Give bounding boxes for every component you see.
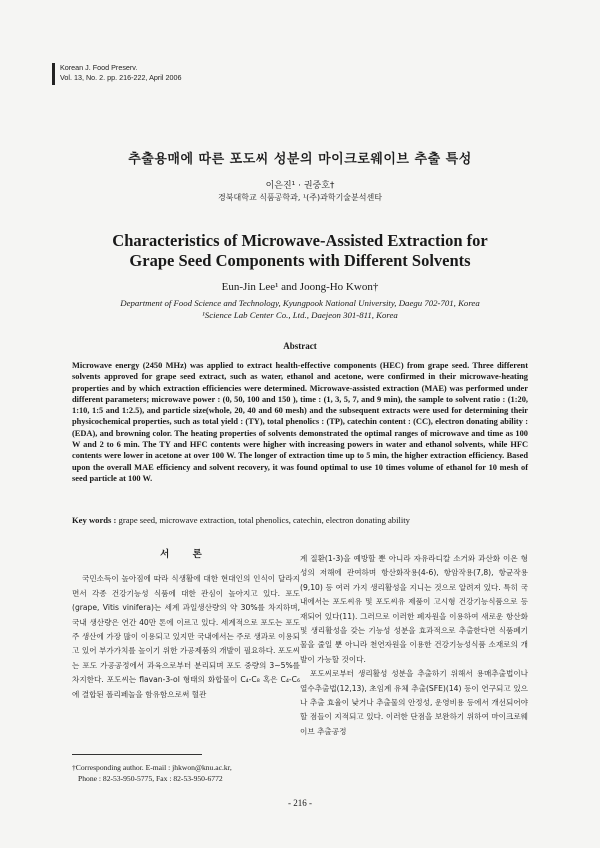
page-number: - 216 - <box>288 798 312 808</box>
footnote <box>72 762 300 784</box>
abstract-heading: Abstract <box>283 341 317 351</box>
korean-authors: 이은진¹ · 권중호† <box>265 181 335 191</box>
journal-name: Korean J. Food Preserv. <box>60 63 138 72</box>
left-column-paragraph: 국민소득이 높아짐에 따라 식생활에 대한 현대인의 인식이 달라지면서 각종 건강기능성 식품에 대한 관심이 높아지고 있다. 포도(grape, Vitis vinifera)는 세계 과일생산량의 약 30%를 차지하며, 국내 생산량은 연간 40만 톤에 이르고 있다. 세계적으로 포도는 포도주 생산에 가장 많이 이용되고 있지만 국내에서는 주로 생과로 이용되고 있어 부가가치를 높이기 위한 가공제품의 개발이 필요하다. 포도씨는 포도 가공공정에서 과육으로부터 분리되며 포도 중량의 3~5%를 차지한다. 포도씨는 flavan-3-ol 형태의 화합물이 C₄-C₈ 혹은 C₄-C₆에 결합된 폴리페놀을 함유함으로써 혈관 <box>72 574 300 699</box>
keywords-text: grape seed, microwave extraction, total phenolics, catechin, electron donating ability <box>116 515 410 525</box>
left-column <box>72 548 300 702</box>
korean-affiliation: 경북대학교 식품공학과, ¹(주)과학기술분석센타 <box>218 193 382 202</box>
journal-volume: Vol. 13, No. 2. pp. 216-222, April 2006 <box>60 73 182 82</box>
english-affiliation-line2: ¹Science Lab Center Co., Ltd., Daejeon 301-811, Korea <box>202 310 398 320</box>
english-title-line1: Characteristics of Microwave-Assisted Extraction for <box>112 231 488 250</box>
right-column-paragraph-2: 포도씨로부터 생리활성 성분을 추출하기 위해서 용매추출법이나 열수추출법(12,13), 초임계 유체 추출(SFE)(14) 등이 연구되고 있으나 추출 효율이 낮거나 추출물의 안정성, 운영비용 등에서 개선되어야 할 점들이 지적되고 있다. 이러한 단점을 보완하기 위하여 마이크로웨이브 추출공정 <box>300 669 528 736</box>
right-column-paragraph-1: 계 질환(1-3)을 예방할 뿐 아니라 자유라디칼 소거와 과산화 이온 형성의 저해에 관여하며 항산화작용(4-6), 항암작용(7,8), 항균작용(9,10) 등 여러 가지 생리활성을 지니는 것으로 알려져 있다. 특히 국내에서는 포도씨유 및 포도씨유 제품이 고시형 건강기능식품으로 등재되어 있다(11). 그러므로 이러한 폐자원을 이용하여 새로운 항산화 및 생리활성을 갖는 기능성 성분을 효과적으로 추출한다면 식품폐기물을 줄일 뿐 아니라 천연자원을 이용한 건강기능성식품 소재로의 개발이 가능할 것이다. <box>300 554 528 664</box>
introduction-heading: 서 론 <box>160 549 212 560</box>
journal-header <box>52 63 181 85</box>
english-affiliation-line1: Department of Food Science and Technology, Kyungpook National University, Daegu 702-701, Korea <box>120 298 480 308</box>
english-title <box>0 231 600 271</box>
english-title-line2: Grape Seed Components with Different Solvents <box>129 251 471 270</box>
english-authors: Eun-Jin Lee¹ and Joong-Ho Kwon† <box>221 281 379 293</box>
footnote-line2: Phone : 82-53-950-5775, Fax : 82-53-950-6772 <box>78 774 223 783</box>
korean-title: 추출용매에 따른 포도씨 성분의 마이크로웨이브 추출 특성 <box>128 152 472 167</box>
keywords <box>72 515 528 525</box>
abstract-body: Microwave energy (2450 MHz) was applied to extract health-effective components (HEC) from grape seed. Three different solvents approved for grape seed extract, such as water, ethanol and acetone, were confirmed in their microwave-heating properties and by which extraction efficiencies were determined. Microwave-assisted extraction (MAE) was performed under different parameters; microwave power : (0, 50, 100 and 150 ), time : (1, 3, 5, 7, and 9 min), the sample to solvent ratio : (1:20, 1:10, 1:5 and 1:2.5), and particle size(whole, 20, 40 and 60 mesh) and the subsequent extracts were used for determining their physicochemical properties, such as total yield : (TY), total phenolics : (TP), catechin content : (CC), electron donating ability : (EDA), and browning color. The heating properties of solvents demonstrated the optimal ranges of microwave and time as 100 W and 2 to 6 min. The TY and HFC contents were higher with increasing powers in water and ethanol solvents, while HFC contents were lower in acetone at over 100 W. The longer of extraction time up to 5 min, the higher extraction efficiency. Based upon the overall MAE efficiency and solvent recovery, it was found optimal to use 10 times volume of ethanol for 10 mesh of seed particle at 100 W. <box>72 361 528 483</box>
footnote-rule <box>72 754 202 755</box>
keywords-label: Key words : <box>72 515 117 525</box>
right-column <box>300 552 528 739</box>
english-affiliation <box>0 297 600 321</box>
footnote-line1: †Corresponding author. E-mail : jhkwon@knu.ac.kr, <box>72 763 232 772</box>
